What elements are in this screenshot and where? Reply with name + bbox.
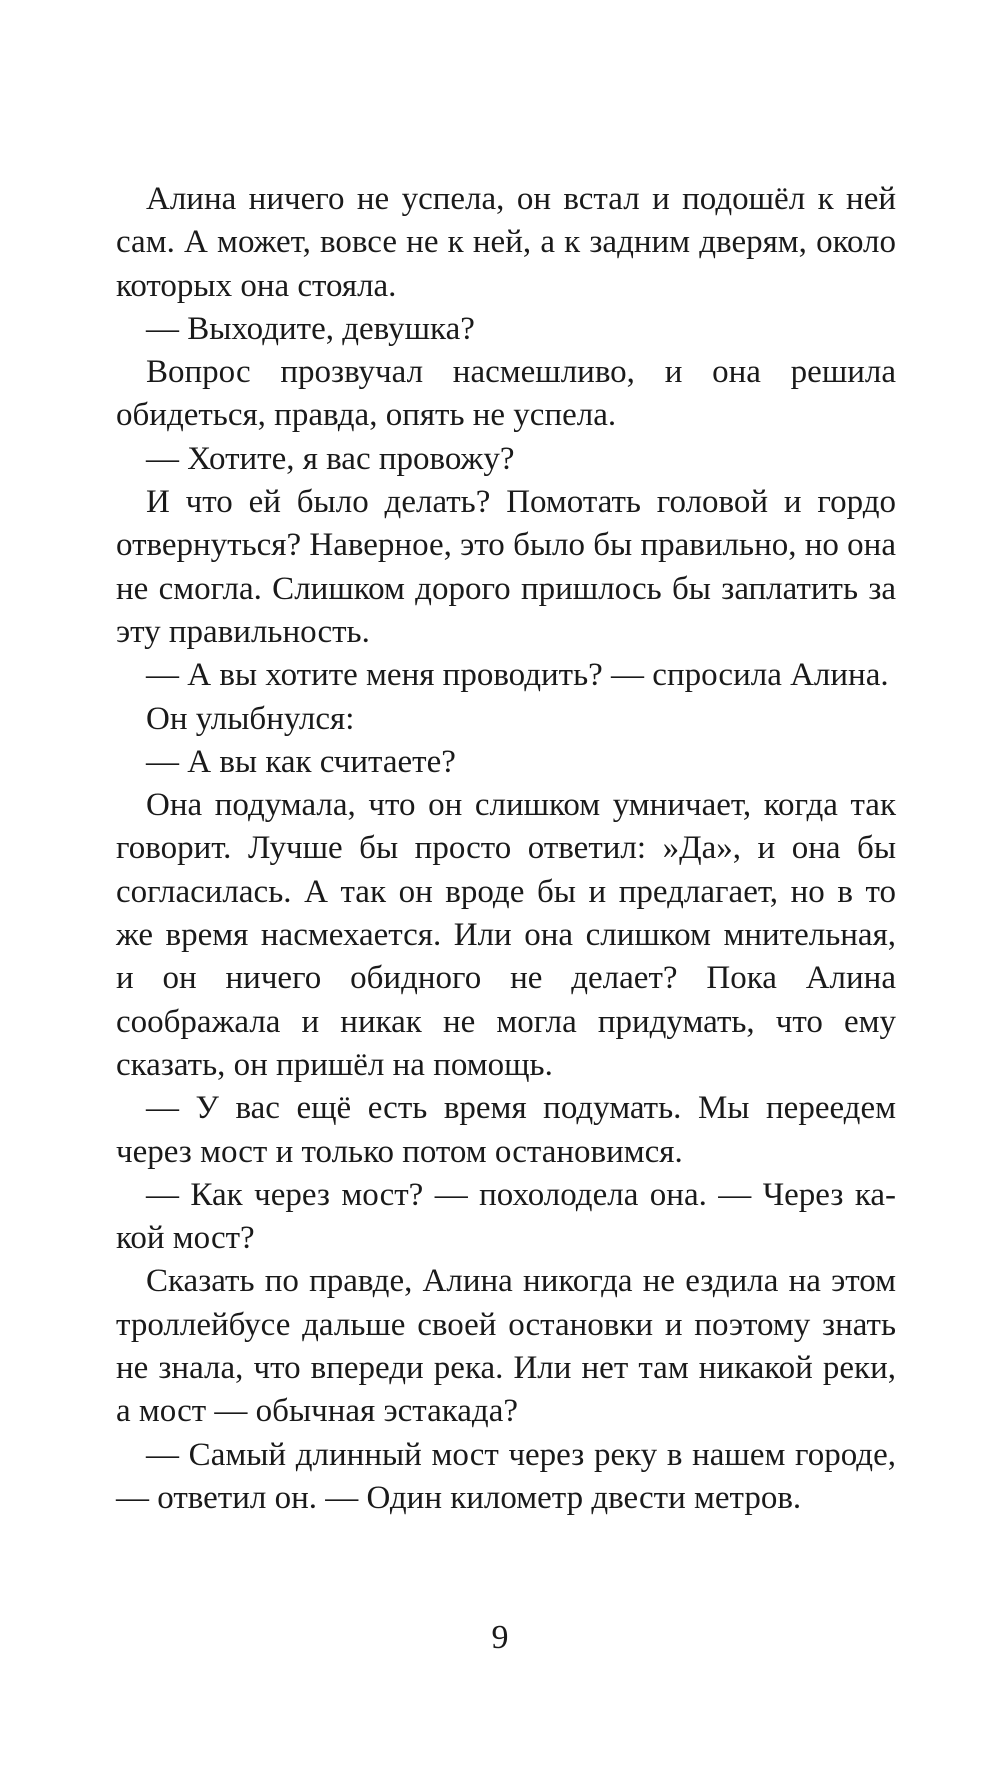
paragraph: Он улыбнулся:: [146, 700, 355, 737]
paragraph: — А вы хотите меня проводить? — спросила Алина.: [146, 657, 889, 694]
paragraph: Она подумала, что он слишком умничает, когда так говорит. Лучше бы просто ответил: »Да», и она бы согласилась. А так он вроде бы и предлагает, но в то же время насмехается. Или она слишком мнительная, и он ничего обидного не делает? Пока Алина соображала и никак не могла придумать, что ему сказать, он пришёл на помощь.: [116, 787, 896, 1083]
paragraph: Вопрос прозвучал насмешливо, и она решила обидеться, правда, опять не успела.: [116, 354, 896, 434]
paragraph: — Хотите, я вас провожу?: [146, 440, 515, 477]
paragraph: — А вы как считаете?: [146, 743, 456, 780]
paragraph: — Как через мост? — похолодела она. — Через какой мост?: [116, 1176, 896, 1257]
page-number: 9: [491, 1619, 509, 1656]
paragraph: Алина ничего не успела, он встал и подошёл к ней сам. А может, вовсе не к ней, а к задним дверям, около которых она стояла.: [116, 181, 896, 304]
paragraph: Сказать по правде, Алина никогда не ездила на этом троллейбусе дальше своей остановки и поэтому знать не знала, что впереди река. Или нет там никакой реки, а мост — обычная эстакада?: [116, 1263, 896, 1430]
paragraph: — Выходите, девушка?: [146, 310, 475, 347]
paragraph: — У вас ещё есть время подумать. Мы переедем через мост и только потом остановимся.: [116, 1090, 896, 1170]
paragraph: И что ей было делать? Помотать головой и гордо отвернуться? Наверное, это было бы правильно, но она не смогла. Слишком дорого пришлось бы заплатить за эту правильность.: [116, 484, 896, 650]
body-text: [116, 178, 896, 1520]
paragraph: — Самый длинный мост через реку в нашем городе, — ответил он. — Один километр двести метров.: [116, 1436, 896, 1516]
